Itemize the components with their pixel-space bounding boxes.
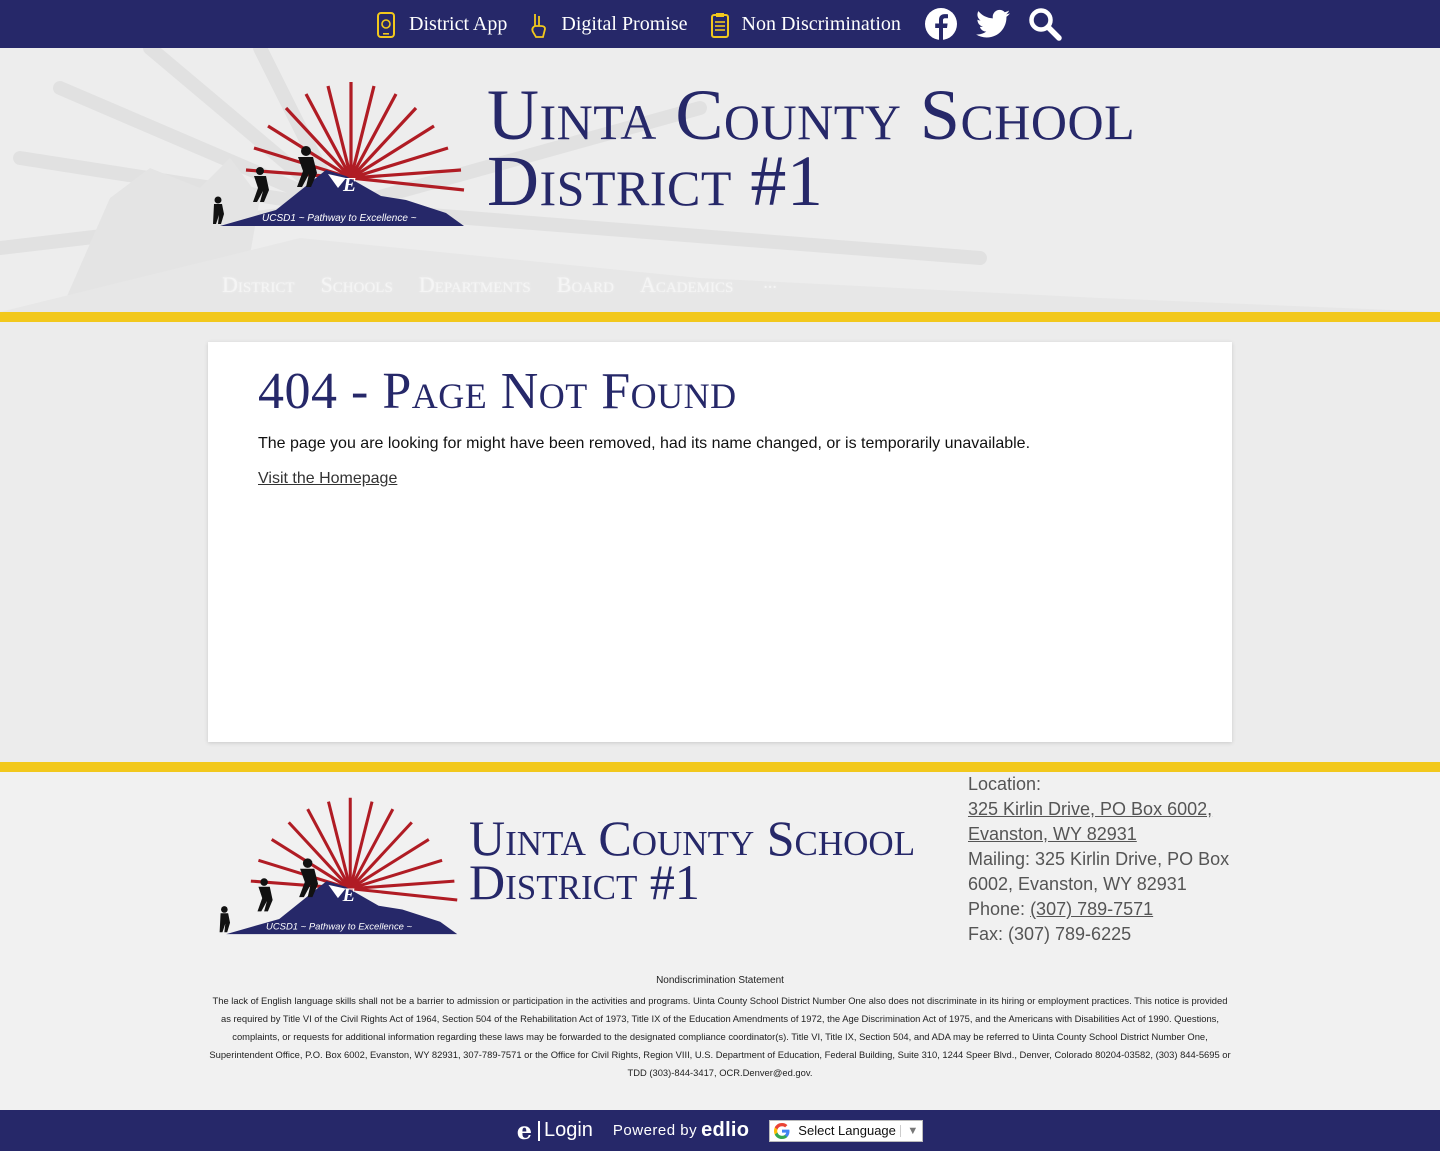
site-header	[0, 48, 1440, 312]
address-line2: Evanston, WY 82931	[968, 824, 1137, 844]
nav-item-district[interactable]: District	[222, 272, 295, 297]
site-title-line2: District #1	[487, 141, 824, 221]
site-title[interactable]	[487, 75, 1136, 221]
footer-logo[interactable]	[213, 794, 461, 936]
phone-label: Phone:	[968, 899, 1031, 919]
non-discrimination-label: Non Discrimination	[741, 12, 901, 35]
digital-promise-label: Digital Promise	[561, 12, 688, 35]
login-link[interactable]: Login	[543, 1119, 593, 1141]
fax-row: Fax: (307) 789-6225	[968, 924, 1132, 944]
error-message: The page you are looking for might have been removed, had its name changed, or is temporarily unavailable.	[258, 435, 1031, 452]
district-logo[interactable]	[206, 78, 468, 228]
chevron-down-icon: ▼	[900, 1125, 918, 1137]
footer-title-line2: District #1	[469, 854, 700, 910]
nav-item-more[interactable]: ...	[763, 272, 777, 292]
mailing-address	[968, 847, 1238, 897]
social-links	[923, 6, 1063, 42]
contact-info	[968, 772, 1238, 947]
phone-link[interactable]: (307) 789-7571	[1030, 899, 1154, 919]
address-link[interactable]	[968, 799, 1212, 844]
clipboard-icon	[710, 12, 730, 36]
google-g-icon	[774, 1123, 790, 1139]
powered-by-label: Powered by	[612, 1122, 698, 1139]
nondiscrimination-statement: The lack of English language skills shall not be a barrier to admission or participation in the activities and programs. Uinta County School District Number One also does not discriminate in its hiring or employment practices. This notice is provided as required by Title VI of the Civil Rights Act of 1964, Section 504 of the Rehabilitation Act of 1973, Title IX of the Education Amendments of 1972, the Age Discrimination Act of 1975, and the Americans with Disabilities Act of 1990. Questions, complaints, or requests for additional information regarding these laws may be forwarded to the designated compliance coordinator(s). Title VI, Title IX, Section 504, and ADA may be referred to Uinta County School District Number One, Superintendent Office, P.O. Box 6002, Evanston, WY 82931, 307-789-7571 or the Office for Civil Rights, Region VIII, U.S. Department of Education, Federal Building, Suite 310, 1244 Speer Blvd., Denver, Colorado 80204-03582, (303) 844-5695 or TDD (303)-844-3417, OCR.Denver@ed.gov.	[209, 995, 1231, 1078]
bottom-bar	[0, 1110, 1440, 1151]
digital-promise-link[interactable]	[529, 12, 687, 36]
main-nav	[222, 272, 777, 298]
phone-app-icon	[377, 12, 397, 36]
svg-text:UCSD1 ~ Pathway to Excellence: UCSD1 ~ Pathway to Excellence ~	[266, 921, 413, 933]
nav-item-board[interactable]: Board	[556, 272, 614, 297]
phone-row	[968, 897, 1238, 922]
nav-item-departments[interactable]: Departments	[418, 272, 531, 297]
header-gold-divider	[0, 312, 1440, 322]
footer-title-line1: Uinta County School	[469, 810, 916, 866]
svg-text:E: E	[342, 884, 356, 906]
hand-pledge-icon	[529, 12, 549, 36]
nondiscrimination-title: Nondiscrimination Statement	[656, 975, 784, 986]
page-title: 404 - Page Not Found	[258, 363, 737, 420]
footer-gold-divider	[0, 762, 1440, 772]
address-line1: 325 Kirlin Drive, PO Box 6002,	[968, 799, 1213, 819]
district-app-label: District App	[409, 12, 508, 35]
homepage-link[interactable]: Visit the Homepage	[258, 470, 398, 487]
footer-title	[469, 810, 916, 910]
district-app-link[interactable]	[377, 12, 507, 36]
edlio-logo-icon: e	[516, 1116, 532, 1145]
edlio-brand-link[interactable]: edlio	[701, 1119, 750, 1141]
facebook-icon[interactable]	[923, 6, 959, 42]
top-bar	[0, 0, 1440, 48]
login-separator	[538, 1121, 540, 1141]
top-links	[377, 12, 923, 36]
mailing-line1: Mailing: 325 Kirlin Drive, PO Box	[968, 849, 1230, 869]
search-icon[interactable]	[1027, 6, 1063, 42]
language-select[interactable]	[769, 1120, 923, 1142]
twitter-icon[interactable]	[975, 6, 1011, 42]
non-discrimination-link[interactable]	[710, 12, 901, 36]
location-label: Location:	[968, 774, 1042, 794]
content-card	[208, 342, 1232, 742]
svg-text:E: E	[343, 174, 357, 196]
site-footer	[0, 772, 1440, 1110]
svg-text:UCSD1 ~ Pathway to Excellence: UCSD1 ~ Pathway to Excellence ~	[262, 213, 417, 224]
language-select-label: Select Language	[798, 1123, 896, 1138]
mailing-line2: 6002, Evanston, WY 82931	[968, 874, 1187, 894]
nav-item-academics[interactable]: Academics	[639, 272, 734, 297]
site-title-line1: Uinta County School	[487, 75, 1136, 155]
nav-item-schools[interactable]: Schools	[320, 272, 393, 297]
